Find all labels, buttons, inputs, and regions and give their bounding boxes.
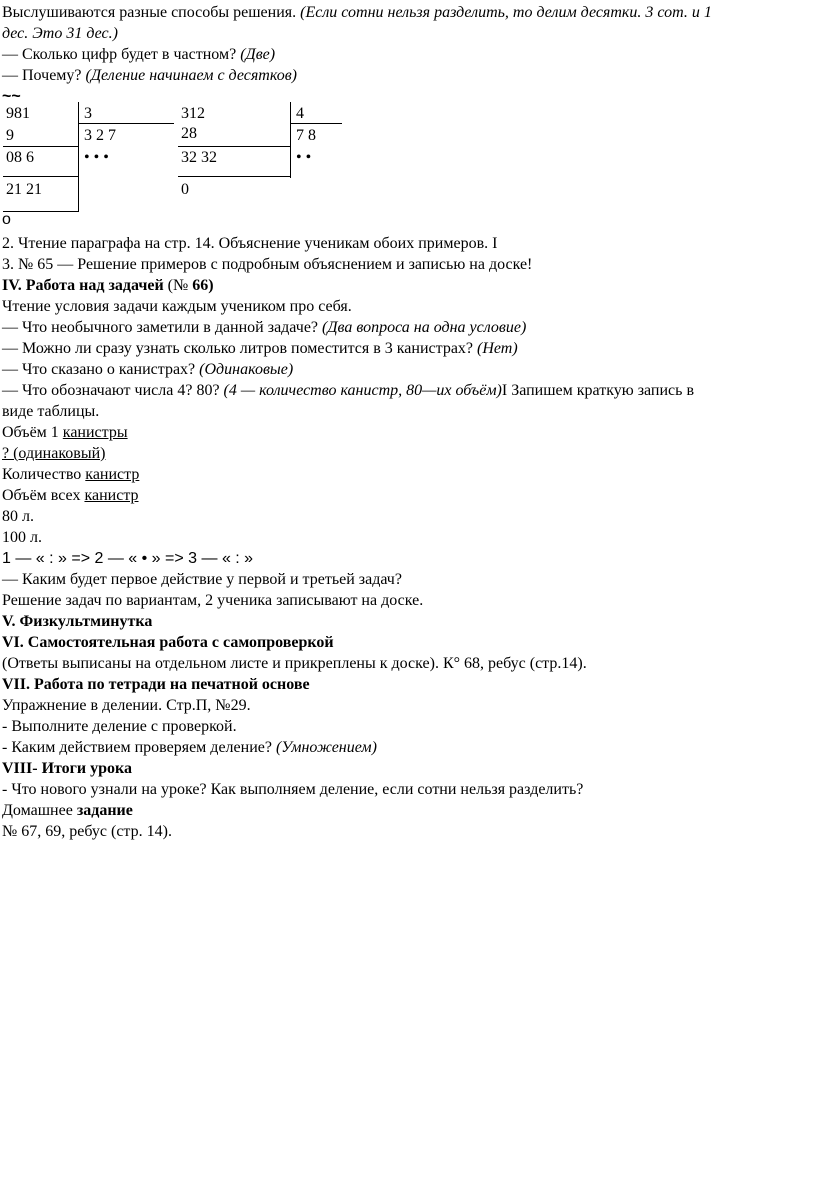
tilde-mark: ~~ [2,88,21,105]
intro-line-2: дес. Это 31 дес.) [2,25,118,42]
quotient: 7 8 [296,127,316,144]
subtrahend: 28 [181,125,197,142]
divisor: 4 [296,105,304,122]
reading-instruction: Чтение условия задачи каждым учеником про себя. [2,298,352,315]
question-text: — Можно ли сразу узнать сколько литров поместится в 3 канистрах? [2,340,478,357]
step-3: 3. № 65 — Решение примеров с подробным объяснением и записью на доске! [2,256,533,273]
question-text: - Каким действием проверяем деление? [2,739,276,756]
section-7-task-2 [2,737,377,758]
question-why [2,65,297,86]
step-2: 2. Чтение параграфа на стр. 14. Объяснение ученикам обоих примеров. I [2,235,498,252]
remainder-step: 21 21 [6,181,42,198]
answer-text: (Два вопроса на одна условие) [322,319,527,336]
table-label-underlined: канистры [62,424,128,441]
homework-text: № 67, 69, ребус (стр. 14). [2,823,172,840]
question-text: — Что необычного заметили в данной задаче? [2,319,323,336]
answer-text: (Одинаковые) [199,361,294,378]
homework-label-bold: задание [76,802,133,819]
divisor: 3 [84,105,92,122]
quotient: 3 2 7 [84,127,116,144]
subtract-line [178,146,290,147]
final-remainder: o [2,211,11,228]
dividend: 981 [6,105,30,122]
solution-variants: Решение задач по вариантам, 2 ученика записывают на доске. [2,592,424,609]
answer-text: (Умножением) [275,739,377,756]
operation-scheme: 1 — « : » => 2 — « • » => 3 — « : » [2,550,254,567]
subtract-line [3,211,78,212]
section-8-title: VIII- Итоги урока [2,760,133,777]
intro-text: Выслушиваются разные способы решения. [2,4,301,21]
section-6-text: (Ответы выписаны на отдельном листе и прикреплены к доске). К° 68, ребус (стр.14). [2,655,587,672]
question-numbers-cont: виде таблицы. [2,403,100,420]
question-liters [2,338,518,359]
question-text: — Что сказано о канистрах? [2,361,200,378]
section-8-question: - Что нового узнали на уроке? Как выполняем деление, если сотни нельзя разделить? [2,781,584,798]
dividend: 312 [181,105,205,122]
question-canisters [2,359,293,380]
answer-text: (Две) [240,46,276,63]
dots: • • [296,149,312,166]
intro-italic: (Если сотни нельзя разделить, то делим десятки. 3 сот. и 1 [300,4,712,21]
homework-label [2,800,133,821]
section-6-title: VI. Самостоятельная работа с самопроверкой [2,634,334,651]
section-5-title: V. Физкультминутка [2,613,153,630]
table-label-underlined: канистр [84,487,139,504]
final-remainder: 0 [181,181,189,198]
section-7-title: VII. Работа по тетради на печатной основе [2,676,310,693]
table-volume-one [2,422,128,443]
table-label-underlined: канистр [85,466,140,483]
section-title-bold: 66) [192,277,214,294]
section-7-exercise: Упражнение в делении. Стр.П, №29. [2,697,251,714]
question-digits [2,44,275,65]
table-volume-all [2,485,139,506]
section-title-bold: IV. Работа над задачей [2,277,164,294]
section-7-task-1: - Выполните деление с проверкой. [2,718,237,735]
intro-line-1 [2,2,712,23]
division-bar [290,102,291,178]
subtract-line [178,176,290,177]
dots: • • • [84,149,109,166]
divisor-line [78,123,174,124]
question-numbers [2,380,694,401]
remainder-step: 08 6 [6,149,34,166]
question-text: — Почему? [2,67,86,84]
first-action-question: — Каким будет первое действие у первой и третьей задач? [2,571,402,588]
table-label: Объём всех [2,487,85,504]
section-title-plain: (№ [163,277,193,294]
question-unusual [2,317,526,338]
table-label: Объём 1 [2,424,63,441]
table-same: ? (одинаковый) [2,445,106,462]
answer-text: (Деление начинаем с десятков) [85,67,297,84]
table-label: Количество [2,466,86,483]
value-100: 100 л. [2,529,42,546]
table-count [2,464,139,485]
question-text: — Сколько цифр будет в частном? [2,46,241,63]
divisor-line [290,123,342,124]
section-4-title [2,275,214,296]
question-tail: I Запишем краткую запись в [501,382,695,399]
value-80: 80 л. [2,508,34,525]
division-bar [78,102,79,212]
subtrahend: 9 [6,127,14,144]
question-text: — Что обозначают числа 4? 80? [2,382,224,399]
answer-text: (Нет) [477,340,518,357]
subtract-line [3,146,78,147]
remainder-step: 32 32 [181,149,217,166]
subtract-line [3,176,78,177]
answer-text: (4 — количество канистр, 80—их объём) [223,382,502,399]
homework-label-plain: Домашнее [2,802,77,819]
